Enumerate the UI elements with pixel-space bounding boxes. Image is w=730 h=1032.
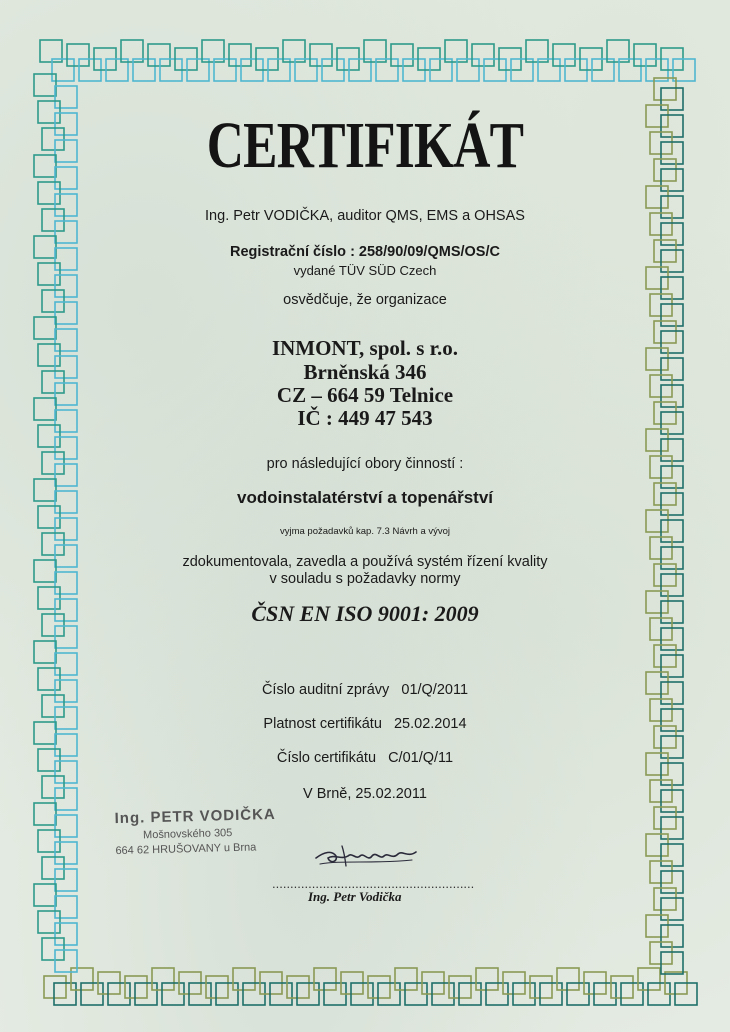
standard-name: ČSN EN ISO 9001: 2009 xyxy=(251,601,479,626)
border-square xyxy=(229,44,251,66)
border-square xyxy=(661,655,683,677)
border-square xyxy=(654,159,676,181)
border-square xyxy=(654,888,676,910)
border-square xyxy=(148,44,170,66)
border-square xyxy=(216,983,238,1005)
border-square xyxy=(449,976,471,998)
certificate-validity: Platnost certifikátu 25.02.2014 xyxy=(263,716,467,732)
border-square xyxy=(55,869,77,891)
border-square xyxy=(38,182,60,204)
border-square xyxy=(67,44,89,66)
border-square xyxy=(557,968,579,990)
border-square xyxy=(34,641,56,663)
border-square xyxy=(38,830,60,852)
border-square xyxy=(55,113,77,135)
border-square xyxy=(38,506,60,528)
border-square xyxy=(395,968,417,990)
signature-line: ........................................................ xyxy=(272,876,475,891)
certificate-number: Číslo certifikátu C/01/Q/11 xyxy=(276,750,454,766)
signatory-name: Ing. Petr Vodička xyxy=(308,889,402,904)
border-square xyxy=(55,221,77,243)
border-square xyxy=(54,983,76,1005)
border-square xyxy=(55,626,77,648)
border-square xyxy=(368,976,390,998)
border-square xyxy=(34,155,56,177)
stamp-name: Ing. PETR VODIČKA xyxy=(114,805,276,828)
border-square xyxy=(55,815,77,837)
border-square xyxy=(152,968,174,990)
border-square xyxy=(661,817,683,839)
stamp-street: Mošnovského 305 xyxy=(142,827,233,842)
organization-ico: IČ : 449 47 543 xyxy=(297,406,433,430)
activity-scope: vodoinstalatérství a topenářství xyxy=(236,488,494,507)
border-square xyxy=(287,976,309,998)
scope-intro: pro následující obory činností : xyxy=(266,456,464,472)
border-square xyxy=(55,842,77,864)
border-square xyxy=(646,834,668,856)
border-square xyxy=(297,983,319,1005)
border-square xyxy=(55,167,77,189)
border-square xyxy=(135,983,157,1005)
issued-by: vydané TÜV SÜD Czech xyxy=(293,263,437,278)
audit-report-number: Číslo auditní zprávy 01/Q/2011 xyxy=(261,682,469,698)
border-square xyxy=(646,915,668,937)
border-square xyxy=(34,803,56,825)
border-square xyxy=(472,44,494,66)
border-square xyxy=(38,911,60,933)
border-square xyxy=(530,976,552,998)
organization-name: INMONT, spol. s r.o. xyxy=(271,336,459,360)
stamp-city: 664 62 HRUŠOVANY u Brna xyxy=(115,841,257,858)
border-square xyxy=(38,101,60,123)
border-square xyxy=(233,968,255,990)
certifies-text: osvědčuje, že organizace xyxy=(283,292,447,308)
border-square xyxy=(391,44,413,66)
border-square xyxy=(661,898,683,920)
border-square xyxy=(638,968,660,990)
border-square xyxy=(553,44,575,66)
border-square xyxy=(661,169,683,191)
border-square xyxy=(206,976,228,998)
border-square xyxy=(654,645,676,667)
border-square xyxy=(540,983,562,1005)
border-square xyxy=(42,857,64,879)
border-square xyxy=(646,429,668,451)
border-square xyxy=(661,88,683,110)
organization-city: CZ – 664 59 Telnice xyxy=(276,383,454,407)
auditor-line: Ing. Petr VODIČKA, auditor QMS, EMS a OHSAS xyxy=(205,208,525,224)
border-square xyxy=(476,968,498,990)
border-square xyxy=(634,44,656,66)
border-square xyxy=(314,968,336,990)
auditor-stamp xyxy=(114,806,276,857)
border-square xyxy=(310,44,332,66)
handwritten-signature xyxy=(312,838,422,874)
border-square xyxy=(42,695,64,717)
border-square xyxy=(34,884,56,906)
border-square xyxy=(55,86,77,108)
place-and-date: V Brně, 25.02.2011 xyxy=(303,786,427,802)
border-square xyxy=(42,938,64,960)
scope-exclusion: vyjma požadavků kap. 7.3 Návrh a vývoj xyxy=(279,526,451,537)
border-square xyxy=(55,653,77,675)
border-square xyxy=(55,140,77,162)
statement-line-2: v souladu s požadavky normy xyxy=(269,571,461,587)
statement-line-1: zdokumentovala, zavedla a používá systém řízení kvality xyxy=(182,554,548,570)
registration-line: Registrační číslo : 258/90/09/QMS/OS/C xyxy=(230,244,500,260)
certificate-title: CERTIFIKÁT xyxy=(206,109,524,182)
border-square xyxy=(646,186,668,208)
border-square xyxy=(654,807,676,829)
border-square xyxy=(55,896,77,918)
border-square xyxy=(55,923,77,945)
border-square xyxy=(44,976,66,998)
organization-street: Brněnská 346 xyxy=(303,360,427,384)
border-square xyxy=(42,128,64,150)
border-square xyxy=(611,976,633,998)
border-square xyxy=(621,983,643,1005)
border-square xyxy=(459,983,481,1005)
border-square xyxy=(125,976,147,998)
border-square xyxy=(378,983,400,1005)
